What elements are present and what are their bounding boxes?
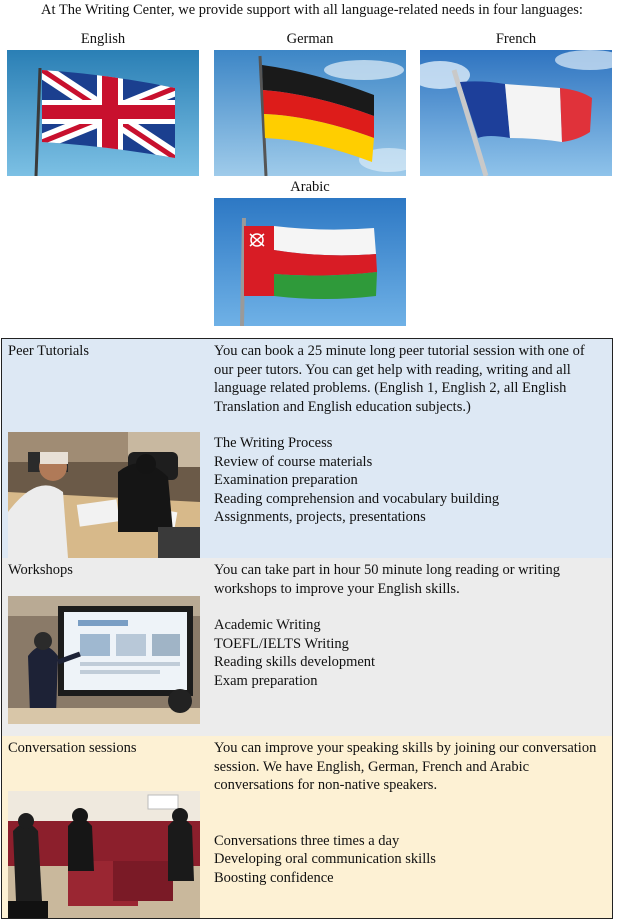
service-topic-list	[208, 434, 612, 527]
list-item: Exam preparation	[214, 672, 318, 689]
list-item: TOEFL/IELTS Writing	[214, 635, 349, 652]
peer-tutorials-photo	[8, 432, 200, 558]
language-label-french: French	[495, 31, 537, 47]
list-item: The Writing Process	[214, 435, 333, 451]
list-item: Conversations three times a day	[214, 832, 400, 849]
service-description: You can take part in hour 50 minute long reading or writing workshops to improve your English skills.	[214, 562, 561, 597]
list-item: Review of course materials	[214, 453, 373, 470]
workshops-photo	[8, 596, 200, 724]
service-description: You can improve your speaking skills by joining our conversation session. We have English, German, French and Arabic conversations for non-native speakers.	[214, 740, 597, 793]
service-row-peer-tutorials	[2, 339, 613, 559]
france-flag-image	[420, 50, 612, 176]
list-item: Boosting confidence	[214, 869, 334, 886]
service-title: Peer Tutorials	[8, 343, 89, 359]
service-row-workshops	[2, 558, 613, 736]
intro-text: At The Writing Center, we provide support with all language-related needs in four languages:	[41, 2, 583, 18]
service-topic-list	[208, 616, 612, 690]
list-item: Examination preparation	[214, 472, 358, 488]
service-topic-list	[208, 832, 612, 888]
service-title: Workshops	[8, 562, 73, 578]
service-title: Conversation sessions	[8, 740, 137, 756]
uk-flag-image	[7, 50, 199, 176]
germany-flag-image	[214, 50, 406, 176]
list-item: Developing oral communication skills	[214, 851, 436, 867]
service-row-conversation-sessions	[2, 736, 613, 919]
language-label-arabic: Arabic	[290, 179, 330, 195]
language-label-english: English	[80, 31, 126, 47]
list-item: Assignments, projects, presentations	[214, 509, 426, 525]
language-label-german: German	[286, 31, 334, 47]
oman-flag-image	[214, 198, 406, 326]
list-item: Reading comprehension and vocabulary building	[214, 490, 500, 507]
conversation-sessions-photo	[8, 791, 200, 918]
service-description: You can book a 25 minute long peer tutorial session with one of our peer tutors. You can get help with reading, writing and all language related problems. (English 1, English 2, all English Translation and English education subjects.)	[214, 343, 585, 415]
list-item: Academic Writing	[214, 617, 321, 633]
services-table	[1, 338, 613, 919]
list-item: Reading skills development	[214, 654, 376, 670]
